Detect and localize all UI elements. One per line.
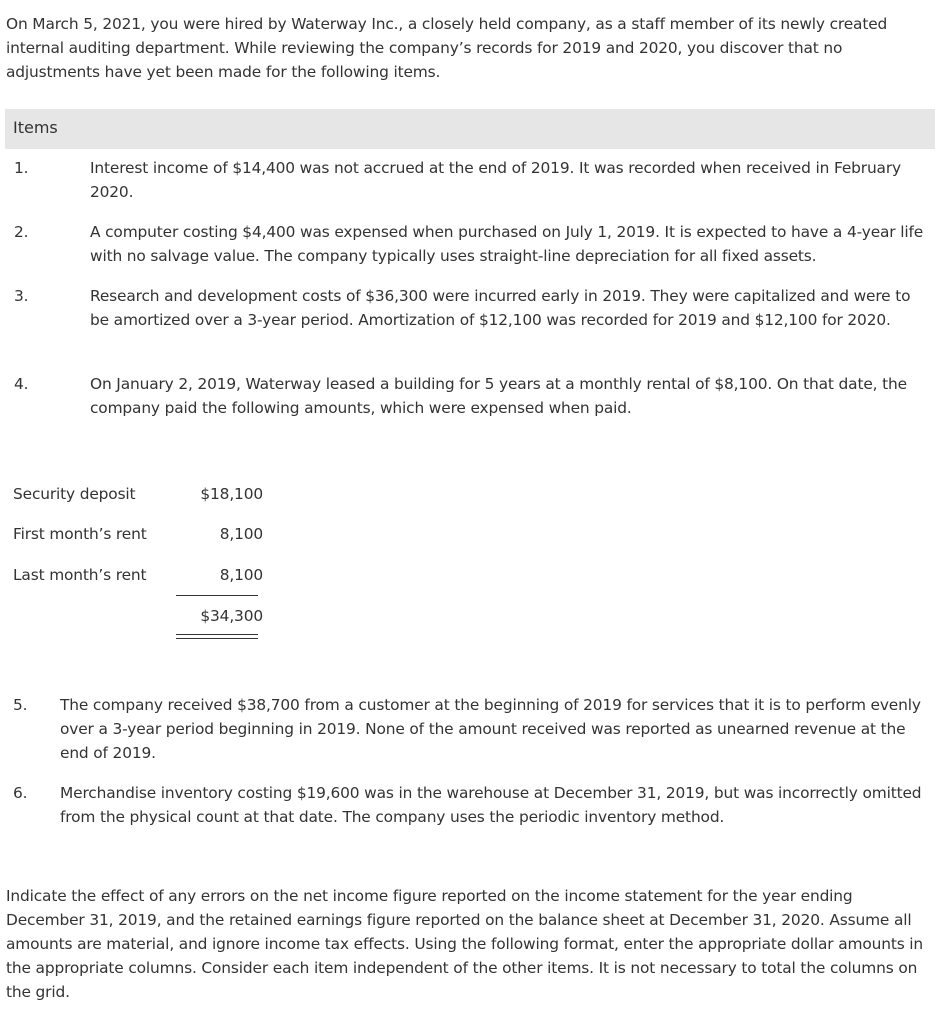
item-number: 6. (13, 784, 28, 802)
total-row (13, 604, 263, 628)
items-header-label: Items (13, 118, 58, 137)
instructions-paragraph: Indicate the effect of any errors on the net income figure reported on the income statement for the year ending December 31, 2019, and the retained earnings figure reported on the balance sheet at December 31, 2020. Assume all amounts are material, and ignore income tax effects. Using the following format, enter the appropriate dollar amounts in the appropriate columns. Consider each item independent of the other items. It is not necessary to total the columns on the grid. (6, 887, 924, 1001)
row-label: First month’s rent (13, 525, 147, 543)
table-row (13, 563, 263, 587)
item-number: 5. (13, 696, 28, 714)
row-amount: $18,100 (200, 485, 263, 503)
item-text: The company received $38,700 from a customer at the beginning of 2019 for services that it is to perform evenly over a 3-year period beginning in 2019. None of the amount received was reported as unearned revenue at the end of 2019. (60, 696, 921, 762)
table-row (13, 482, 263, 506)
item-number: 2. (14, 223, 29, 241)
item-number: 1. (14, 159, 29, 177)
row-amount: 8,100 (219, 525, 263, 543)
table-row (13, 522, 263, 546)
row-label: Last month’s rent (13, 566, 147, 584)
total-double-rule (176, 634, 258, 639)
row-amount: 8,100 (219, 566, 263, 584)
item-number: 3. (14, 287, 29, 305)
item-number: 4. (14, 375, 29, 393)
item-text: Interest income of $14,400 was not accrued at the end of 2019. It was recorded when received in February 2020. (90, 159, 901, 201)
row-label: Security deposit (13, 485, 136, 503)
item-text: On January 2, 2019, Waterway leased a building for 5 years at a monthly rental of $8,100. On that date, the company paid the following amounts, which were expensed when paid. (90, 375, 907, 417)
items-table-header (5, 109, 935, 149)
subtotal-rule (176, 595, 258, 596)
item-text: A computer costing $4,400 was expensed when purchased on July 1, 2019. It is expected to have a 4-year life with no salvage value. The company typically uses straight-line depreciation for all fixed assets. (90, 223, 924, 265)
item-text: Research and development costs of $36,300 were incurred early in 2019. They were capitalized and were to be amortized over a 3-year period. Amortization of $12,100 was recorded for 2019 and $12,100 for 2020. (90, 287, 911, 329)
intro-paragraph: On March 5, 2021, you were hired by Waterway Inc., a closely held company, as a staff member of its newly created internal auditing department. While reviewing the company’s records for 2019 and 2020, you discover that no adjustments have yet been made for the following items. (6, 15, 888, 81)
item-text: Merchandise inventory costing $19,600 was in the warehouse at December 31, 2019, but was incorrectly omitted from the physical count at that date. The company uses the periodic inventory method. (60, 784, 922, 826)
total-amount: $34,300 (200, 607, 263, 625)
